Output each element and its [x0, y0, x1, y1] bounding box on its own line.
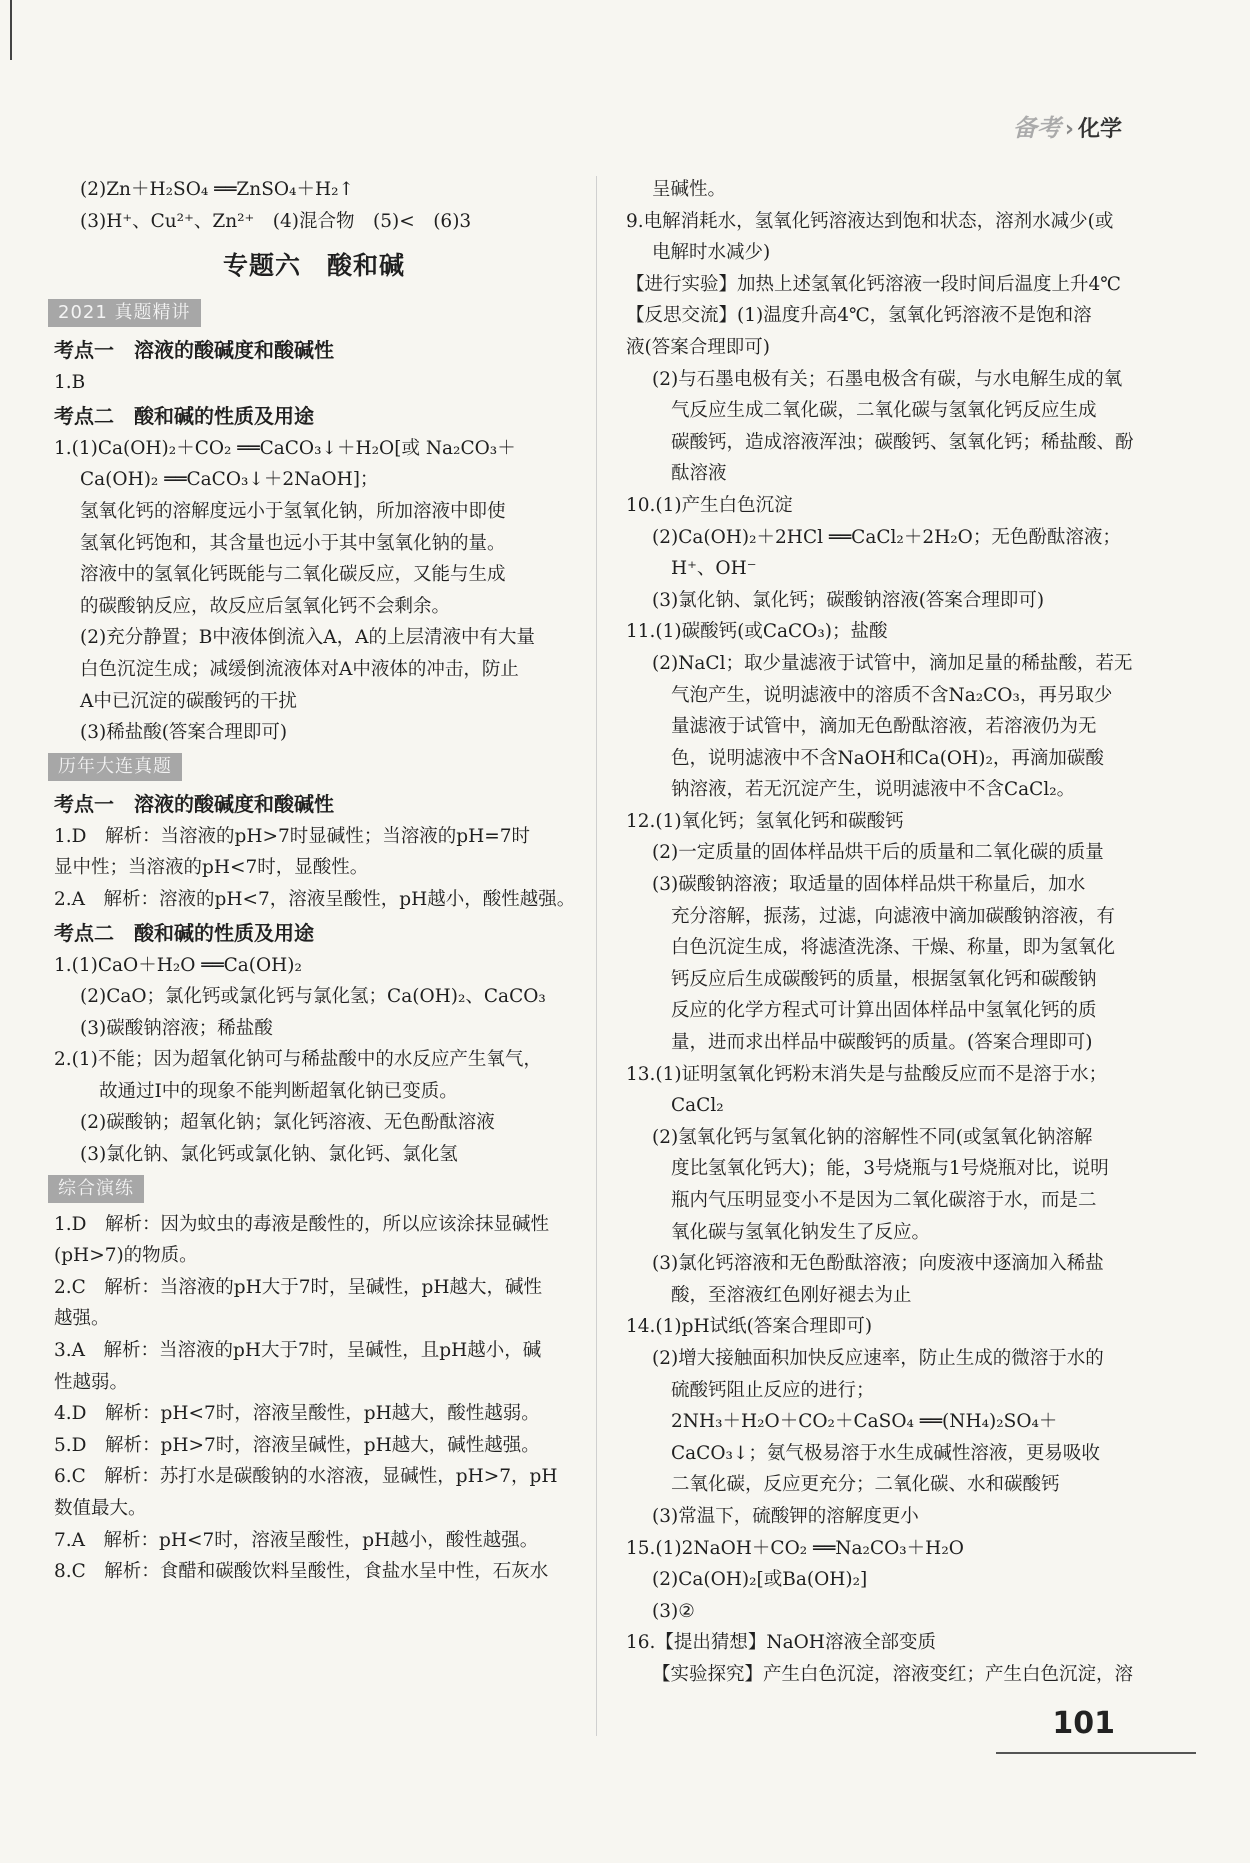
- answer-line: 显中性；当溶液的pH<7时，显酸性。: [54, 857, 369, 879]
- answer-line: 13.(1)证明氢氧化钙粉末消失是与盐酸反应而不是溶于水；: [626, 1063, 1108, 1085]
- answer-line: 碳酸钙，造成溶液浑浊；碳酸钙、氢氧化钙；稀盐酸、酚: [671, 431, 1134, 453]
- answer-line: 度比氢氧化钙大)；能，3号烧瓶与1号烧瓶对比，说明: [671, 1158, 1109, 1180]
- answer-line: (2)增大接触面积加快反应速率，防止生成的微溶于水的: [652, 1347, 1104, 1369]
- answer-line: 氢氧化钙的溶解度远小于氢氧化钠，所加溶液中即使: [80, 500, 506, 522]
- answer-line: (2)一定质量的固体样品烘干后的质量和二氧化碳的质量: [652, 842, 1104, 864]
- answer-line: (2)氢氧化钙与氢氧化钠的溶解性不同(或氢氧化钠溶解: [652, 1126, 1093, 1148]
- answer-line: 【实验探究】产生白色沉淀，溶液变红；产生白色沉淀，溶: [652, 1663, 1134, 1685]
- section-label: 2021 真题精讲: [48, 299, 201, 327]
- page-header: [1013, 108, 1122, 143]
- topic-title: 专题六 酸和碱: [222, 251, 405, 281]
- answer-line: 白色沉淀生成；减缓倒流液体对A中液体的冲击，防止: [80, 658, 519, 680]
- answer-line: (2)Ca(OH)₂[或Ba(OH)₂]: [652, 1569, 868, 1591]
- answer-line: 的碳酸钠反应，故反应后氢氧化钙不会剩余。: [80, 595, 451, 617]
- answer-line: (pH>7)的物质。: [54, 1245, 198, 1267]
- answer-line: 2.A 解析：溶液的pH<7，溶液呈酸性，pH越小，酸性越强。: [54, 888, 576, 910]
- answer-line: 二氧化碳，反应更充分；二氧化碳、水和碳酸钙: [671, 1474, 1060, 1496]
- page-number: 101: [1052, 1706, 1115, 1741]
- answer-line: 1.B: [54, 372, 86, 394]
- answer-line: 12.(1)氧化钙；氢氧化钙和碳酸钙: [626, 810, 904, 832]
- key-point-heading: 考点一 溶液的酸碱度和酸碱性: [54, 791, 334, 816]
- answer-line: 5.D 解析：pH>7时，溶液呈碱性，pH越大，碱性越强。: [54, 1434, 540, 1456]
- answer-line: 充分溶解，振荡，过滤，向滤液中滴加碳酸钠溶液，有: [671, 905, 1116, 927]
- answer-line: 7.A 解析：pH<7时，溶液呈酸性，pH越小，酸性越强。: [54, 1529, 539, 1551]
- answer-line: (3)常温下，硫酸钾的溶解度更小: [652, 1505, 919, 1527]
- answer-line: (3)碳酸钠溶液；稀盐酸: [80, 1017, 273, 1039]
- key-point-heading: 考点二 酸和碱的性质及用途: [54, 403, 314, 428]
- answer-line: 色，说明滤液中不含NaOH和Ca(OH)₂，再滴加碳酸: [671, 747, 1104, 769]
- answer-line: 4.D 解析：pH<7时，溶液呈酸性，pH越大，酸性越弱。: [54, 1403, 540, 1425]
- section-header: [54, 749, 574, 787]
- answer-line: 3.A 解析：当溶液的pH大于7时，呈碱性，且pH越小，碱: [54, 1340, 542, 1362]
- answer-line: 2.C 解析：当溶液的pH大于7时，呈碱性，pH越大，碱性: [54, 1276, 543, 1298]
- answer-line: 2.(1)不能；因为超氧化钠可与稀盐酸中的水反应产生氧气，: [54, 1049, 542, 1071]
- answer-line: CaCl₂: [671, 1095, 724, 1117]
- answer-line: 故通过Ⅰ中的现象不能判断超氧化钠已变质。: [99, 1080, 458, 1102]
- key-point-heading: 考点一 溶液的酸碱度和酸碱性: [54, 338, 334, 363]
- answer-line: (3)氯化钠、氯化钙；碳酸钠溶液(答案合理即可): [652, 589, 1045, 611]
- answer-line: 16.【提出猜想】NaOH溶液全部变质: [626, 1632, 936, 1654]
- answer-line: 【进行实验】加热上述氢氧化钙溶液一段时间后温度上升4℃: [626, 273, 1121, 295]
- answer-line: (2)NaCl；取少量滤液于试管中，滴加足量的稀盐酸，若无: [652, 652, 1133, 674]
- answer-line: 14.(1)pH试纸(答案合理即可): [626, 1316, 873, 1338]
- answer-line: (3)②: [652, 1600, 695, 1622]
- answer-line: 1.D 解析：因为蚊虫的毒液是酸性的，所以应该涂抹显碱性: [54, 1213, 549, 1235]
- answer-line: H⁺、OH⁻: [671, 558, 757, 580]
- answer-line: 液(答案合理即可): [626, 336, 770, 358]
- answer-line: Ca(OH)₂ ══CaCO₃↓＋2NaOH]；: [80, 469, 379, 491]
- page-edge-mark: [10, 0, 12, 60]
- answer-line: 酞溶液: [671, 463, 727, 485]
- answer-line: 性越弱。: [54, 1371, 129, 1393]
- answer-line: 1.(1)CaO＋H₂O ══Ca(OH)₂: [54, 954, 302, 976]
- answer-line: 1.(1)Ca(OH)₂＋CO₂ ══CaCO₃↓＋H₂O[或 Na₂CO₃＋: [54, 437, 516, 459]
- answer-line: 越强。: [54, 1308, 110, 1330]
- answer-line: (2)充分静置；B中液体倒流入A，A的上层清液中有大量: [80, 627, 536, 649]
- answer-line: 2NH₃＋H₂O＋CO₂＋CaSO₄ ══(NH₄)₂SO₄＋: [671, 1411, 1058, 1433]
- answer-line: (2)碳酸钠；超氧化钠；氯化钙溶液、无色酚酞溶液: [80, 1112, 495, 1134]
- answer-line: 9.电解消耗水，氢氧化钙溶液达到饱和状态，溶剂水减少(或: [626, 210, 1114, 232]
- answer-line: 8.C 解析：食醋和碳酸饮料呈酸性，食盐水呈中性，石灰水: [54, 1561, 549, 1583]
- answer-line: A中已沉淀的碳酸钙的干扰: [80, 690, 297, 712]
- answer-line: (3)稀盐酸(答案合理即可): [80, 722, 288, 744]
- answer-line: 11.(1)碳酸钙(或CaCO₃)；盐酸: [626, 621, 888, 643]
- answer-line: 酸，至溶液红色刚好褪去为止: [671, 1284, 912, 1306]
- answer-line: (2)Zn＋H₂SO₄ ══ZnSO₄＋H₂↑: [80, 179, 355, 200]
- answer-line: 电解时水减少): [652, 242, 771, 264]
- answer-line: 气反应生成二氧化碳，二氧化碳与氢氧化钙反应生成: [671, 400, 1097, 422]
- answer-line: 15.(1)2NaOH＋CO₂ ══Na₂CO₃＋H₂O: [626, 1537, 964, 1559]
- key-point-heading: 考点二 酸和碱的性质及用途: [54, 920, 314, 945]
- series-label: 备考: [1012, 114, 1061, 142]
- section-label: 历年大连真题: [48, 753, 182, 781]
- answer-line: (3)碳酸钠溶液；取适量的固体样品烘干称量后，加水: [652, 874, 1086, 896]
- answer-line: (3)氯化钠、氯化钙或氯化钠、氯化钙、氯化氢: [80, 1144, 458, 1166]
- column-divider: [596, 176, 597, 1736]
- answer-line: 数值最大。: [54, 1498, 147, 1519]
- answer-line: 钙反应后生成碳酸钙的质量，根据氢氧化钙和碳酸钠: [671, 968, 1097, 990]
- answer-line: CaCO₃↓；氨气极易溶于水生成碱性溶液，更易吸收: [671, 1442, 1100, 1464]
- answer-line: 10.(1)产生白色沉淀: [626, 494, 793, 516]
- answer-line: 1.D 解析：当溶液的pH>7时显碱性；当溶液的pH=7时: [54, 825, 530, 847]
- answer-line: 量，进而求出样品中碳酸钙的质量。(答案合理即可): [671, 1032, 1093, 1054]
- answer-line: (2)Ca(OH)₂＋2HCl ══CaCl₂＋2H₂O；无色酚酞溶液；: [652, 526, 1121, 548]
- section-label: 综合演练: [48, 1175, 144, 1203]
- answer-line: 硫酸钙阻止反应的进行；: [671, 1379, 875, 1401]
- answer-line: 气泡产生，说明滤液中的溶质不含Na₂CO₃，再另取少: [671, 684, 1113, 706]
- subject-label: 化学: [1077, 117, 1122, 142]
- answer-line: (3)氯化钙溶液和无色酚酞溶液；向废液中逐滴加入稀盐: [652, 1253, 1104, 1275]
- answer-line: (2)CaO；氯化钙或氯化钙与氯化氢；Ca(OH)₂、CaCO₃: [80, 986, 546, 1008]
- section-header: [54, 295, 574, 333]
- answer-line: (3)H⁺、Cu²⁺、Zn²⁺ (4)混合物 (5)< (6)3: [80, 210, 472, 232]
- left-column: [54, 174, 574, 1588]
- answer-line: 白色沉淀生成，将滤渣洗涤、干燥、称量，即为氢氧化: [671, 937, 1116, 959]
- answer-line: 瓶内气压明显变小不是因为二氧化碳溶于水，而是二: [671, 1190, 1097, 1211]
- right-column: [626, 174, 1134, 1691]
- answer-line: 反应的化学方程式可计算出固体样品中氢氧化钙的质: [671, 1000, 1097, 1022]
- answer-line: 溶液中的氢氧化钙既能与二氧化碳反应，又能与生成: [80, 564, 506, 586]
- page-number-rule: [996, 1752, 1196, 1754]
- answer-line: 量滤液于试管中，滴加无色酚酞溶液，若溶液仍为无: [671, 716, 1097, 738]
- answer-line: 氧化碳与氢氧化钠发生了反应。: [671, 1221, 931, 1243]
- section-header: [54, 1171, 574, 1209]
- answer-line: 【反思交流】(1)温度升高4℃，氢氧化钙溶液不是饱和溶: [626, 305, 1092, 327]
- answer-line: (2)与石墨电极有关；石墨电极含有碳，与水电解生成的氧: [652, 368, 1123, 390]
- answer-line: 呈碱性。: [652, 179, 727, 200]
- chevron-right-icon: ›: [1064, 117, 1074, 142]
- answer-line: 钠溶液，若无沉淀产生，说明滤液中不含CaCl₂。: [671, 779, 1076, 801]
- answer-line: 6.C 解析：苏打水是碳酸钠的水溶液，显碱性，pH>7，pH: [54, 1466, 558, 1488]
- answer-line: 氢氧化钙饱和，其含量也远小于其中氢氧化钠的量。: [80, 532, 506, 554]
